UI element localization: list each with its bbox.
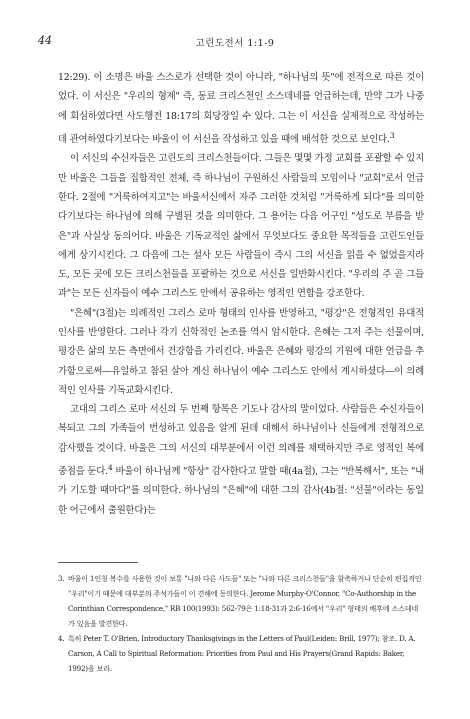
paragraph-text-continued: 바울이 하나님께 "항상" 감사한다고 말할 때(4a절), 그는 "반복해서", 또는 "내가 기도할 때마다"를 의미한다. 하나님의 "은혜"에 대한 그의 감사(4b절: "선물"이라는 동일한 어근에서 출원한다)는 — [58, 466, 424, 516]
footnote-separator — [58, 562, 138, 563]
page-number: 44 — [38, 34, 52, 47]
paragraph-1 — [58, 68, 424, 149]
footnote-text: 특히 Peter T. O'Brien, Introductory Thanksgivings in the Letters of Paul(Leiden: Brill, 1977); 참조. D. A. Carson, A Call to Spiritual Reformation: Priorities from Paul and His Prayers(Grand Rapids: Baker, 1992)을 보라. — [68, 634, 416, 673]
footnote-number: 3. — [58, 574, 65, 583]
paragraph-2: 이 서신의 수신자들은 고린도의 크리스천들이다. 그들은 몇몇 가정 교회를 포괄할 수 있지만 바울은 그들을 집합적인 전체, 즉 하나님이 구원하신 사람들의 모임이나 "교회"로서 언급한다. 2절에 "거룩하여지고"는 바울서신에서 자주 그러한 것처럼 "거룩하게 되다"를 의미한다기보다는 하나님에 의해 구별된 것을 의미한다. 그 용어는 다음 어구인 "성도로 부름을 받은"과 사실상 동의어다. 바울은 기독교적인 삶에서 무엇보다도 중요한 목적들을 고린도인들에게 상기시킨다. 그 다음에 그는 설사 모든 사람들이 즉시 그의 서신을 읽을 수 없었을지라도, 모든 곳에 모든 크리스천들을 포괄하는 것으로 서신을 일반화시킨다. "우리의 주 곧 그들과"는 모든 신자들이 예수 그리스도 안에서 공유하는 영적인 연합을 강조한다. — [58, 153, 424, 300]
paragraph-4 — [58, 400, 424, 520]
paragraph-3: "은혜"(3절)는 의례적인 그리스 로마 형태의 인사를 반영하고, "평강"은 전형적인 유대적 인사를 반영한다. 그러나 각기 신학적인 논조를 역시 암시한다. 은혜는 그저 주는 선물이며, 평강은 삶의 모든 측면에서 건강함을 가리킨다. 바울은 은혜와 평강의 기원에 대한 언급을 추가함으로써―유일하고 참된 살아 계신 하나님이 예수 그리스도 안에서 계시하셨다―이 의례적인 인사를 기독교화시킨다. — [58, 307, 424, 396]
running-title: 고린도전서 1:1-9 — [195, 38, 275, 49]
paragraph-text: 고대의 그리스 로마 서신의 두 번째 항목은 기도나 감사의 말이었다. 사람들은 수신자들이 복되고 그의 가족들이 번성하고 있음을 알게 된데 대해서 하나님이나 신들에게 전형적으로 감사했을 것이다. 바울은 그의 서신의 대부분에서 이런 의례를 채택하지만 주로 영적인 복에 중점을 둔다. — [58, 404, 424, 478]
footnote-3 — [58, 571, 424, 631]
paragraph-text: 12:29). 이 소명은 바울 스스로가 선택한 것이 아니라, "하나님의 뜻"에 전적으로 따른 것이었다. 이 서신은 "우리의 형제" 즉, 동료 크리스천인 소스데네를 언급하는데, 만약 그가 나중에 회심하였다면 사도행전 18:17의 회당장일 수 있다. 그는 이 서신을 실제적으로 작성하는데 관여하였다기보다는 바울이 이 서신을 작성하고 있을 때에 배석한 것으로 보인다. — [58, 72, 424, 146]
main-text — [58, 68, 424, 520]
footnote-ref-3: 3 — [389, 130, 395, 140]
footnote-4 — [58, 631, 424, 676]
footnote-text: 바울이 1인칭 복수를 사용한 것이 보통 "나와 다른 사도들" 또는 "나와 다른 크리스천들"을 함축하거나 단순히 편집적인 "우리"이기 때문에 대부분의 주석가들이 이 견해에 동의한다. Jerome Murphy-O'Connor, "Co-Authorship in the Corinthian Correspondence," RB 100(1993): 562-79은 1:18-31과 2:6-16에서 "우리" 형태의 배후에 소스데네가 있음을 발견한다. — [68, 574, 422, 628]
footnote-ref-4: 4 — [107, 463, 113, 473]
footnote-number: 4. — [58, 634, 65, 643]
footnotes — [58, 571, 424, 676]
